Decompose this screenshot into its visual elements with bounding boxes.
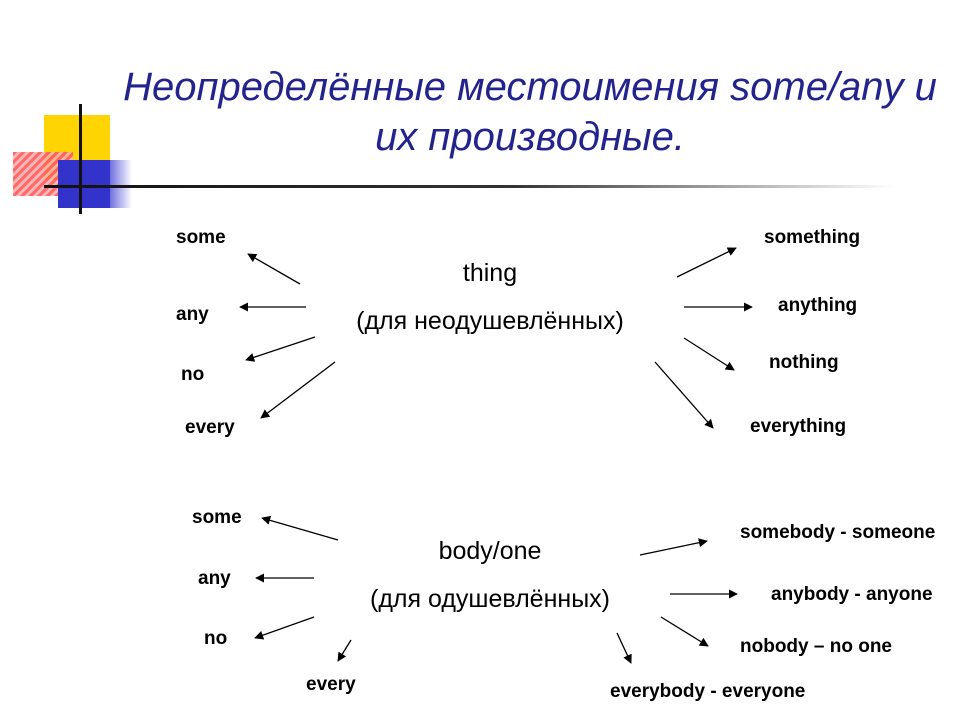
thing-left-some: some xyxy=(176,227,226,248)
body-left-some: some xyxy=(192,507,242,528)
arrow-body-nobody xyxy=(661,617,708,646)
body-right-everybody: everybody - everyone xyxy=(610,681,806,702)
body-right-anybody: anybody - anyone xyxy=(771,584,933,605)
title-line-2: их производные. xyxy=(375,115,685,159)
thing-left-any: any xyxy=(176,304,209,325)
arrow-thing-something xyxy=(677,248,736,277)
thing-right-something: something xyxy=(764,227,861,248)
arrow-thing-some xyxy=(248,254,300,284)
arrow-body-somebody xyxy=(640,541,707,555)
body-left-every: every xyxy=(306,674,356,695)
body-right-somebody: somebody - someone xyxy=(740,522,936,543)
arrow-body-no xyxy=(255,617,314,638)
arrow-thing-nothing xyxy=(684,338,734,370)
thing-center xyxy=(340,258,640,336)
arrow-thing-everything xyxy=(655,362,713,428)
body-center xyxy=(340,536,640,614)
body-left-any: any xyxy=(198,568,231,589)
arrow-body-every xyxy=(338,640,351,661)
thing-note: (для неодушевлённых) xyxy=(356,307,624,335)
body-left-no: no xyxy=(204,628,228,649)
arrow-thing-every xyxy=(261,362,335,418)
body-word: body/one xyxy=(438,537,542,565)
arrow-thing-no xyxy=(246,337,315,360)
arrow-body-everybody xyxy=(617,633,631,663)
body-note: (для одушевлённых) xyxy=(370,585,610,613)
thing-left-no: no xyxy=(181,364,205,385)
body-right-nobody: nobody – no one xyxy=(740,636,892,657)
title-line-1: Неопределённые местоимения some/any и xyxy=(123,65,937,109)
thing-left-every: every xyxy=(185,417,235,438)
thing-right-nothing: nothing xyxy=(769,352,839,373)
arrow-body-some xyxy=(262,518,338,540)
thing-right-anything: anything xyxy=(778,295,858,316)
thing-right-everything: everything xyxy=(750,416,847,437)
thing-word: thing xyxy=(462,259,518,287)
